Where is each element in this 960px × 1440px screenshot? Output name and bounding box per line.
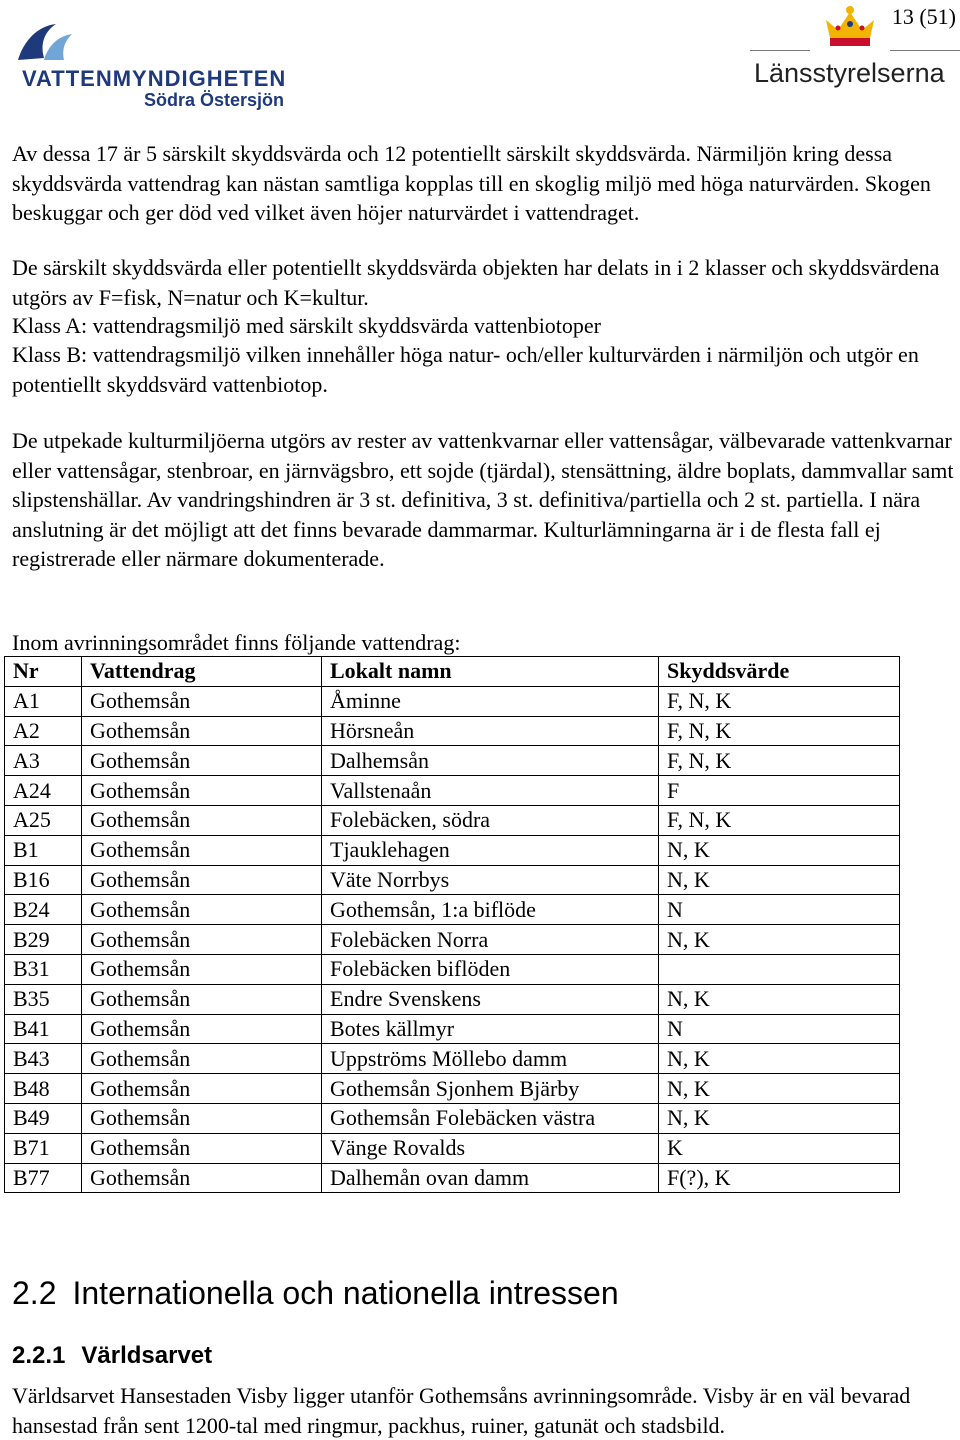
table-cell: A25 [5,805,82,835]
table-cell: Gothemsån [82,1133,322,1163]
paragraph-3: Klass A: vattendragsmiljö med särskilt skyddsvärda vattenbiotoper [12,313,602,338]
paragraph-2: De särskilt skyddsvärda eller potentiellt skyddsvärda objekten har delats in i 2 klasser och skyddsvärdena utgörs av F=fisk, N=natur och K=kultur. [12,255,940,310]
table-cell: Gothemsån Folebäcken västra [322,1103,659,1133]
section-heading-2-2 [12,1275,619,1312]
table-cell: Gothemsån [82,805,322,835]
table-cell: Åminne [322,686,659,716]
table-cell: N [659,1014,900,1044]
table-row [5,835,900,865]
table-row [5,895,900,925]
table-cell: N, K [659,1103,900,1133]
paragraph-1: Av dessa 17 är 5 särskilt skyddsvärda och 12 potentiellt särskilt skyddsvärda. Närmiljön kring dessa skyddsvärda vattendrag kan nästan samtliga kopplas till en skoglig miljö med höga naturvärden. Skogen beskuggar och ger död ved vilket även höjer naturvärdet i vattendraget. [12,141,931,225]
wave-icon [14,20,74,66]
paragraph-4: Klass B: vattendragsmiljö vilken innehåller höga natur- och/eller kulturvärden i närmiljön och utgör en potentiellt skyddsvärd vattenbiotop. [12,342,919,397]
table-cell: Gothemsån [82,686,322,716]
table-cell: A3 [5,746,82,776]
table-cell: F(?), K [659,1163,900,1193]
table-cell: Gothemsån, 1:a biflöde [322,895,659,925]
table-cell: Endre Svenskens [322,984,659,1014]
table-cell: Väte Norrbys [322,865,659,895]
table-cell: A24 [5,776,82,806]
logo-left-name: VATTENMYNDIGHETEN [22,66,287,91]
section-number: 2.2 [12,1275,57,1311]
table-intro: Inom avrinningsområdet finns följande vattendrag: [12,630,461,655]
table-cell: B77 [5,1163,82,1193]
table-row [5,1044,900,1074]
table-cell: Folebäcken, södra [322,805,659,835]
table-cell: Dalhemsån [322,746,659,776]
vattenmyndigheten-logo [14,18,314,110]
table-row [5,1163,900,1193]
table-cell: Gothemsån [82,835,322,865]
table-cell: B48 [5,1074,82,1104]
table-cell: Gothemsån [82,925,322,955]
table-cell: Uppströms Möllebo damm [322,1044,659,1074]
table-cell: B1 [5,835,82,865]
table-row [5,776,900,806]
table-cell: B29 [5,925,82,955]
table-cell: N, K [659,1074,900,1104]
table-cell: B16 [5,865,82,895]
table-cell: Vänge Rovalds [322,1133,659,1163]
table-cell: Gothemsån [82,1014,322,1044]
table-cell: Folebäcken Norra [322,925,659,955]
table-row [5,686,900,716]
world-heritage-paragraph: Världsarvet Hansestaden Visby ligger utanför Gothemsåns avrinningsområde. Visby är en väl bevarad hansestad från sent 1200-tal med ringmur, packhus, ruiner, gatunät och stadsbild. [12,1383,911,1438]
table-row [5,954,900,984]
header-skyddsvarde: Skyddsvärde [659,657,900,687]
table-cell: Gothemsån [82,1044,322,1074]
table-cell: B43 [5,1044,82,1074]
subsection-number: 2.2.1 [12,1342,66,1369]
table-cell: B31 [5,954,82,984]
subsection-title: Världsarvet [81,1342,213,1369]
table-cell: Gothemsån [82,1103,322,1133]
table-cell: F, N, K [659,805,900,835]
lansstyrelserna-logo [740,0,960,100]
table-cell: A1 [5,686,82,716]
table-cell: Gothemsån [82,895,322,925]
table-cell: A2 [5,716,82,746]
table-cell: Vallstenaån [322,776,659,806]
paragraph-5: De utpekade kulturmiljöerna utgörs av rester av vattenkvarnar eller vattensågar, välbevarade vattenkvarnar eller vattensågar, stenbroar, en järnvägsbro, ett sojde (tjärdal), stensättning, äldre boplats, dammvallar samt slipstenshällar. Av vandringshindren är 3 st. definitiva, 3 st. definitiva/partiella och 2 st. partiella. I nära anslutning är det möjligt att det finns bevarade dammarmar. Kulturlämningarna är i de flesta fall ej registrerade eller närmare dokumenterade. [12,428,954,571]
table-cell [659,954,900,984]
table-body [5,686,900,1193]
table-cell: N [659,895,900,925]
table-cell: Gothemsån [82,746,322,776]
page-number: 13 (51) [891,4,956,29]
table-row [5,805,900,835]
table-cell: N, K [659,925,900,955]
crown-icon [820,4,880,52]
table-cell: Botes källmyr [322,1014,659,1044]
header-vattendrag: Vattendrag [82,657,322,687]
table-cell: N, K [659,984,900,1014]
table-row [5,925,900,955]
header-lokalt-namn: Lokalt namn [322,657,659,687]
rivers-table [4,656,900,1193]
table-cell: Hörsneån [322,716,659,746]
logo-right-name: Länsstyrelserna [754,58,945,88]
logo-left-subtitle: Södra Östersjön [144,90,285,110]
table-row [5,1074,900,1104]
header-nr: Nr [5,657,82,687]
table-cell: Gothemsån [82,1163,322,1193]
table-cell: K [659,1133,900,1163]
table-row [5,716,900,746]
logo-divider-right [890,50,960,51]
table-cell: F, N, K [659,716,900,746]
table-row [5,1014,900,1044]
table-row [5,746,900,776]
table-cell: Gothemsån [82,865,322,895]
table-cell: N, K [659,865,900,895]
table-cell: Dalhemån ovan damm [322,1163,659,1193]
logo-divider-left [750,50,810,51]
table-row [5,984,900,1014]
table-cell: N, K [659,1044,900,1074]
table-row [5,865,900,895]
table-cell: Gothemsån [82,1074,322,1104]
table-cell: F, N, K [659,686,900,716]
table-cell: Gothemsån [82,984,322,1014]
table-header-row [5,657,900,687]
section-title: Internationella och nationella intressen [72,1275,619,1311]
table-row [5,1133,900,1163]
table-cell: Gothemsån Sjonhem Bjärby [322,1074,659,1104]
table-cell: B71 [5,1133,82,1163]
table-row [5,1103,900,1133]
table-cell: F, N, K [659,746,900,776]
table-cell: Folebäcken biflöden [322,954,659,984]
table-cell: Gothemsån [82,954,322,984]
table-cell: Gothemsån [82,776,322,806]
table-cell: B49 [5,1103,82,1133]
table-cell: Tjauklehagen [322,835,659,865]
section-heading-2-2-1 [12,1342,212,1370]
table-cell: B24 [5,895,82,925]
table-cell: N, K [659,835,900,865]
table-cell: B35 [5,984,82,1014]
table-cell: B41 [5,1014,82,1044]
table-cell: Gothemsån [82,716,322,746]
table-cell: F [659,776,900,806]
